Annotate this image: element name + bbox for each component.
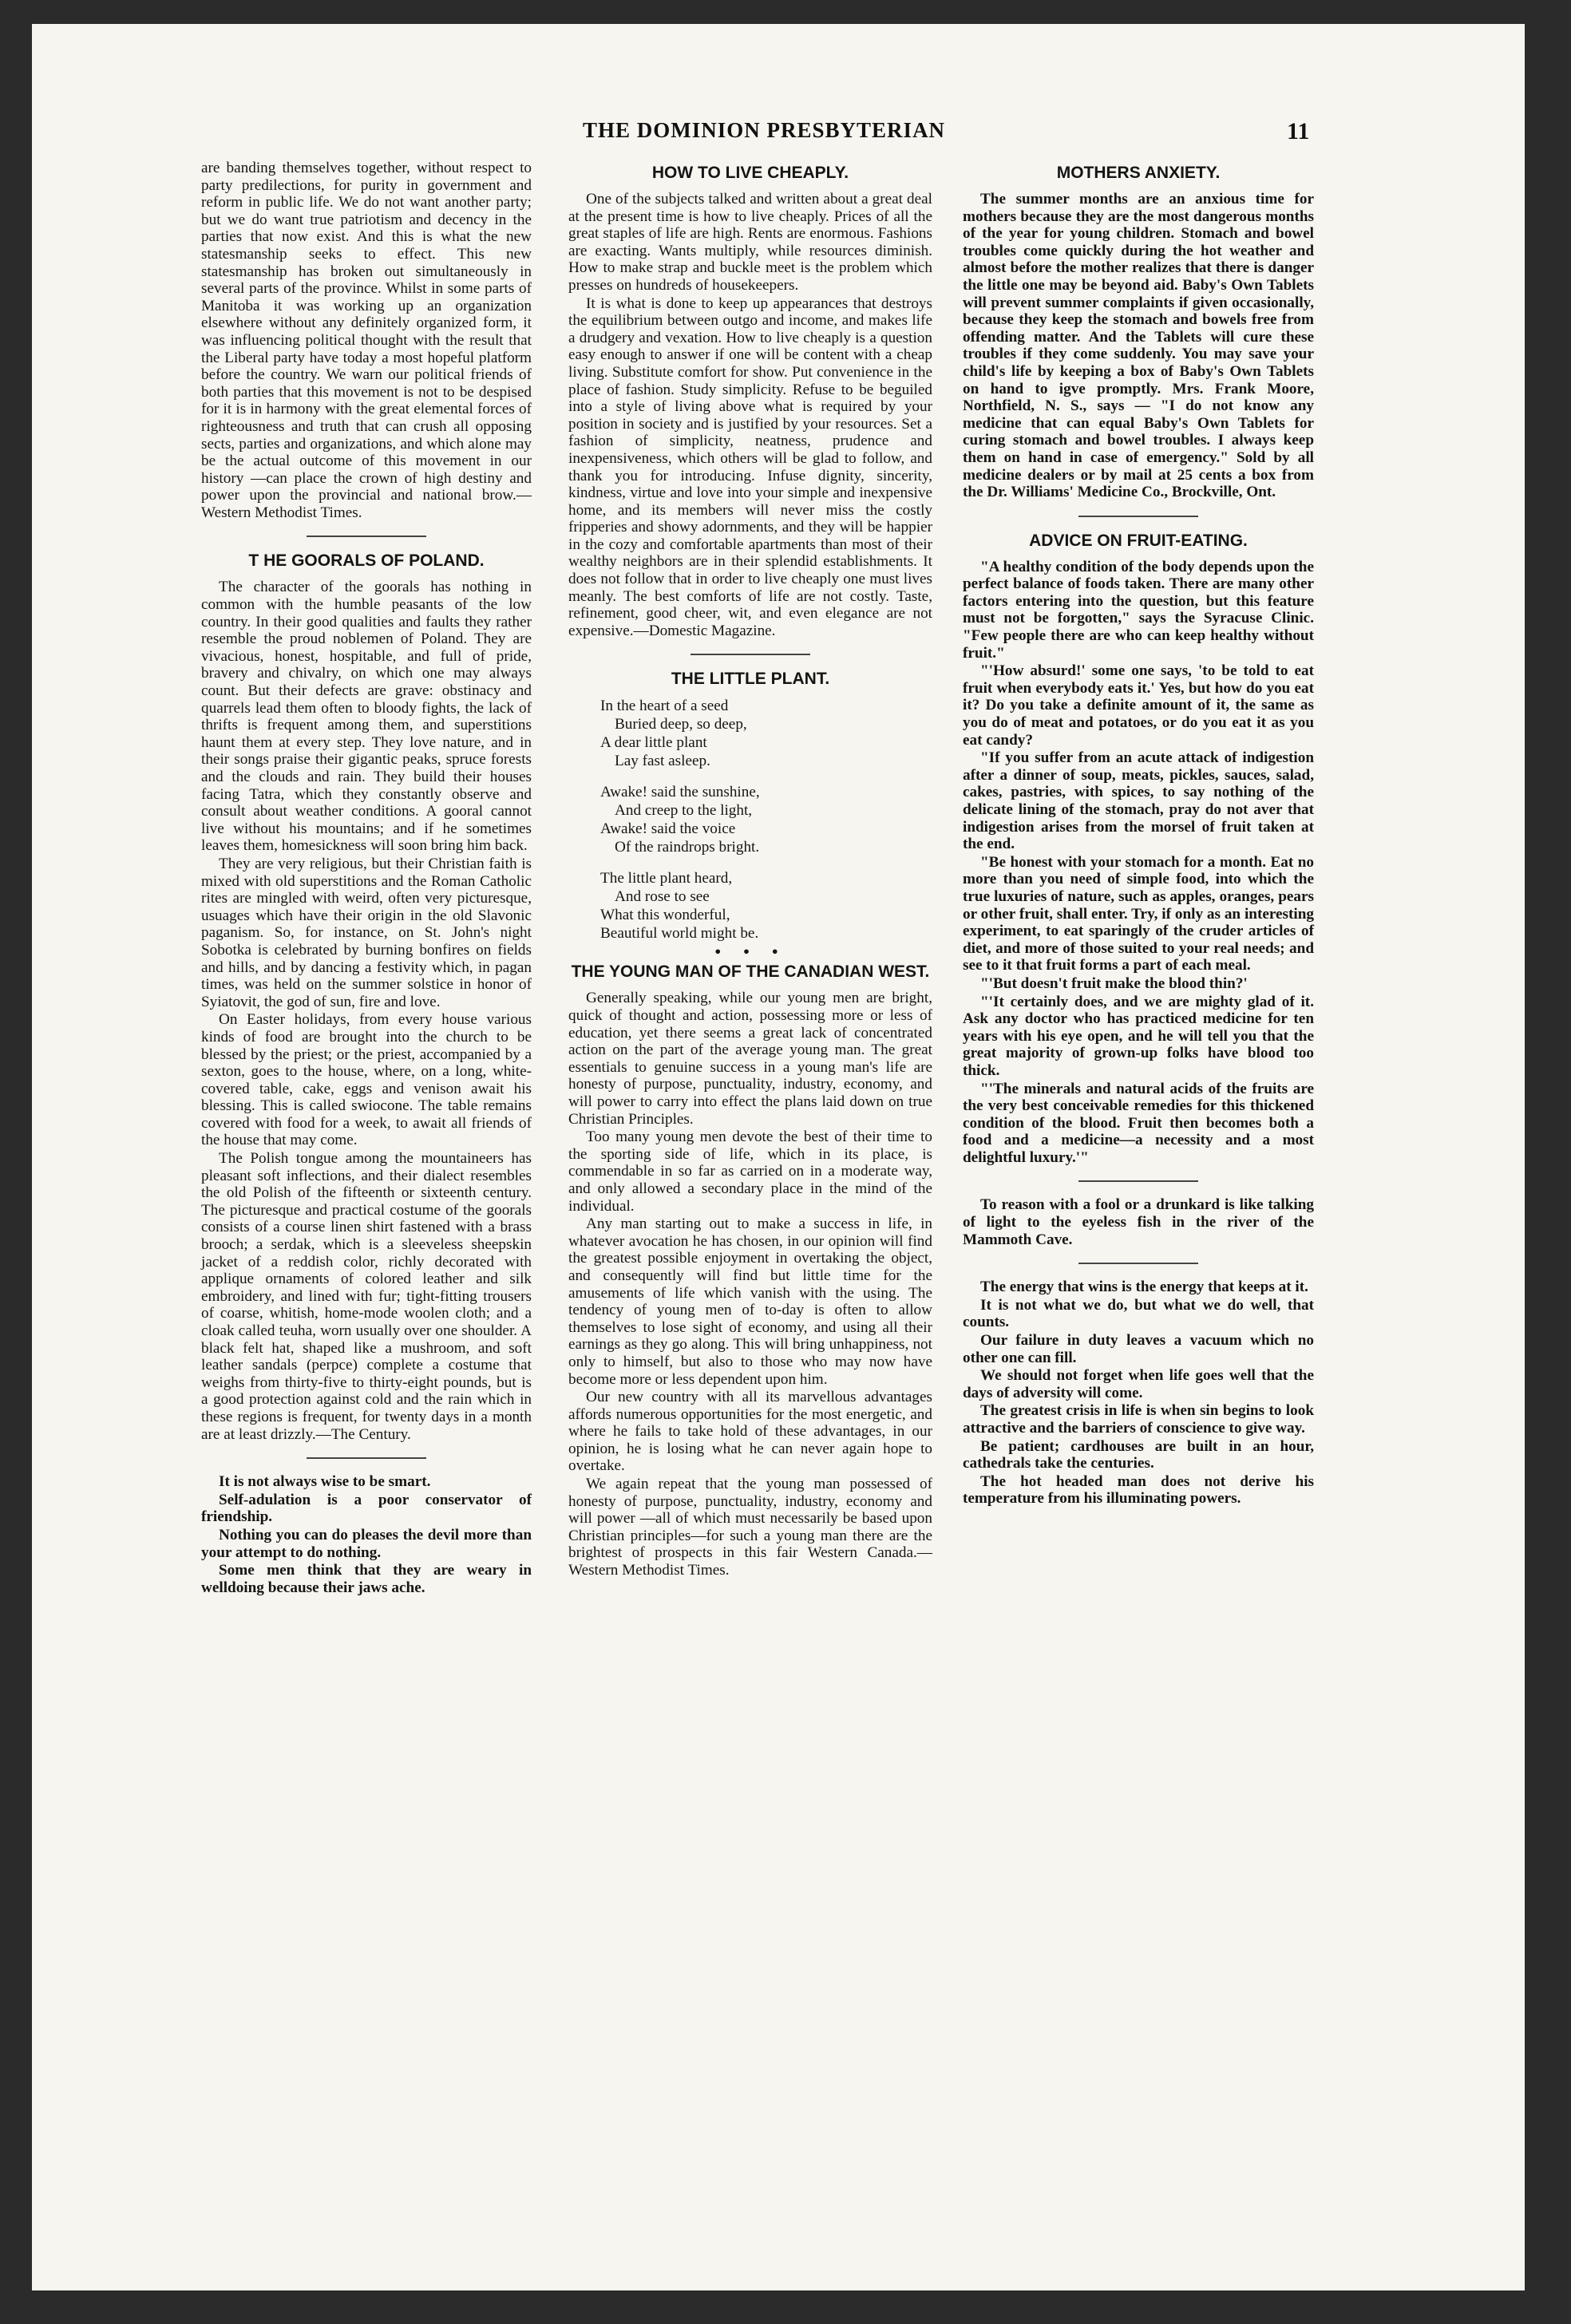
divider bbox=[1078, 1263, 1198, 1264]
paragraph: "A healthy condition of the body depends upon the perfect balance of foods taken. There are many other factors entering into the question, but this feature must not be forgotten," says the Syracuse Clinic. "Few people there are who can keep healthy without fruit." bbox=[963, 558, 1314, 662]
divider bbox=[1078, 1180, 1198, 1182]
maxim: The hot headed man does not derive his temperature from his illuminating powers. bbox=[963, 1472, 1314, 1508]
paragraph: It is what is done to keep up appearances that destroys the equilibrium between outgo and income, and makes life a drudgery and vexation. How to live cheaply is a question easy enough to answer if one will be content with a cheap living. Substitute comfort for show. Put convenience in the place of fashion. Study simplicity. Refuse to be beguiled into a style of living above what is required by your position in society and is justified by your resources. Set a fashion of simplicity, neatness, prudence and inexpensiveness, which others will be glad to follow, and thank you for introducing. Infuse dignity, sincerity, kindness, virtue and love into your simple and inexpensive home, and its members will never miss the costly fripperies and showy adornments, and they will be happier in the cozy and comfortable apartments than most of their wealthy neighbors are in their splendid establishments. It does not follow that in order to live cheaply one must lives meanly. The best comforts of life are not costly. Taste, refinement, good cheer, wit, and even elegance are not expensive.—Domestic Magazine. bbox=[568, 294, 932, 639]
paragraph: The character of the goorals has nothing in common with the humble peasants of the low country. In their good qualities and faults they rather resemble the proud noblemen of Poland. They are vivacious, honest, hospitable, and full of pride, bravery and chivalry, on which one may always count. But their defects are grave: obstinacy and quarrels lead them often to bloody fights, the lack of thrifts is frequent among them, and superstitions haunt them at every step. They love nature, and in their songs praise their gigantic peaks, spruce forests and the clouds and rain. They build their houses facing Tatra, which they constantly observe and consult about weather conditions. A gooral cannot live without his mountains; and if he sometimes leaves them, homesickness will soon bring him back. bbox=[201, 579, 532, 855]
poem-line: And rose to see bbox=[615, 888, 710, 906]
poem-line: The little plant heard, bbox=[600, 870, 733, 887]
divider bbox=[1078, 516, 1198, 517]
poem-stanza bbox=[600, 869, 932, 943]
poem-line: Awake! said the sunshine, bbox=[600, 784, 760, 801]
maxim: The energy that wins is the energy that keeps at it. bbox=[980, 1279, 1308, 1296]
article-title-mothers-anxiety: MOTHERS ANXIETY. bbox=[1056, 164, 1221, 182]
divider bbox=[691, 654, 810, 655]
column-3 bbox=[963, 164, 1314, 1508]
poem-line: And creep to the light, bbox=[615, 802, 753, 820]
paragraph: "'It certainly does, and we are mighty glad of it. Ask any doctor who has practiced medicine for ten years with his eye open, and he will tell you that the great majority of grown-up folks have blood too thick. bbox=[963, 993, 1314, 1079]
maxim: Nothing you can do pleases the devil more than your attempt to do nothing. bbox=[201, 1526, 532, 1561]
poem bbox=[600, 697, 932, 943]
maxim: It is not always wise to be smart. bbox=[219, 1473, 431, 1491]
article-title-goorals: T HE GOORALS OF POLAND. bbox=[248, 551, 485, 571]
poem-line: Buried deep, so deep, bbox=[615, 716, 747, 733]
paragraph: The summer months are an anxious time for mothers because they are the most dangerous months of the year for young children. Stomach and bowel troubles come quickly during the hot weather and almost before the mother realizes that there is danger the little one may be beyond aid. Baby's Own Tablets will prevent summer complaints if given occasionally, because they keep the stomach and bowels free from offending matter. And the Tablets will cure these troubles if they come suddenly. You may save your child's life by keeping a box of Baby's Own Tablets on hand to igve promptly. Mrs. Frank Moore, Northfield, N. S., says — "I do not know any medicine that can equal Baby's Own Tablets for curing stomach and bowel troubles. I always keep them on hand in case of emergency." Sold by all medicine dealers or by mail at 25 cents a box from the Dr. Williams' Medicine Co., Brockville, Ont. bbox=[963, 191, 1314, 501]
divider bbox=[307, 1457, 426, 1459]
poem-line: In the heart of a seed bbox=[600, 698, 729, 715]
poem-line: What this wonderful, bbox=[600, 907, 730, 924]
paragraph: Our new country with all its marvellous advantages affords numerous opportunities for the most energetic, and where he fails to take hold of these advantages, in our opinion, he is losing what he can never again hope to overtake. bbox=[568, 1389, 932, 1475]
poem-line: Of the raindrops bright. bbox=[615, 839, 760, 856]
poem-stanza bbox=[600, 697, 932, 770]
paragraph: Any man starting out to make a success in life, in whatever avocation he has chosen, in our opinion will find the greatest possible enjoyment in overtaking the object, and consequently will find but little time for the amusements of life which vanish with the using. The tendency of young men of to-day is often to allow themselves to lose sight of economy, and using all their earnings as they go along. This will bring unhappiness, not only to himself, but also to those who may now have become more or less dependent upon him. bbox=[568, 1215, 932, 1388]
page-number: 11 bbox=[1287, 118, 1310, 144]
masthead-title: THE DOMINION PRESBYTERIAN bbox=[583, 118, 946, 142]
paragraph: We again repeat that the young man possessed of honesty of purpose, punctuality, industry, economy and will power —all of which must necessarily be based upon Christian principles—for such a young man there are the brightest of prospects in this fair Western Canada.—Western Methodist Times. bbox=[568, 1476, 932, 1579]
poem-line: Awake! said the voice bbox=[600, 820, 736, 838]
article-intro-text: are banding themselves together, without respect to party predilections, for purity in government and reform in public life. We do not want another party; but we do want true patriotism and decency in the parties that now exist. And this is what the new statesmanship seeks to effect. This new statesmanship has broken out simultaneously in several parts of the province. Whilst in some parts of Manitoba it was working up an organization elsewhere without any definitely organized form, it was influencing political thought with the result that the Liberal party have today a most hopeful platform before the country. We warn our political friends of both parties that this movement is not to be despised for it is in harmony with the great elemental forces of righteousness and truth that can crush all opposing sects, parties and organizations, and which alone may be the actual outcome of this movement in our history —can place the crown of high destiny and power upon the provincial and national brow.—Western Methodist Times. bbox=[201, 160, 532, 521]
paragraph: "Be honest with your stomach for a month. Eat no more than you need of simple food, into which the true luxuries of nature, such as apples, oranges, pears or other fruit, shall enter. Try, if only as an interesting experiment, to eat sparingly of the cruder articles of diet, and more of those suited to your real needs; and see to it that fruit forms a part of each meal. bbox=[963, 853, 1314, 974]
paragraph: "If you suffer from an acute attack of indigestion after a dinner of soup, meats, pickles, sauces, salad, cakes, pastries, with spices, to say nothing of the delicate lining of the stomach, pray do not aver that indigestion arises from the morsel of fruit taken at the end. bbox=[963, 749, 1314, 853]
article-title-fruit-eating: ADVICE ON FRUIT-EATING. bbox=[1029, 531, 1248, 550]
maxim: Our failure in duty leaves a vacuum which no other one can fill. bbox=[963, 1332, 1314, 1366]
paragraph: Too many young men devote the best of their time to the sporting side of life, which in its place, is commendable in so far as carried on in a moderate way, and only allowed a secondary place in the mind of the individual. bbox=[568, 1128, 932, 1215]
paragraph: To reason with a fool or a drunkard is like talking of light to the eyeless fish in the river of the Mammoth Cave. bbox=[963, 1196, 1314, 1248]
maxim: We should not forget when life goes well that the days of adversity will come. bbox=[963, 1367, 1314, 1401]
article-title-young-man: THE YOUNG MAN OF THE CANADIAN WEST. bbox=[571, 962, 930, 982]
divider bbox=[307, 536, 426, 537]
maxim: The greatest crisis in life is when sin begins to look attractive and the barriers of conscience to give way. bbox=[963, 1402, 1314, 1437]
paragraph: Generally speaking, while our young men are bright, quick of thought and action, possessing more or less of education, yet there seems a great lack of concentrated action on the part of the average young man. The great essentials to genuine success in a young man's life are honesty of purpose, punctuality, industry, economy, and will power to carry into effect the plans laid down on true Christian Principles. bbox=[568, 990, 932, 1128]
maxim: It is not what we do, but what we do well, that counts. bbox=[963, 1296, 1314, 1331]
poem-line: A dear little plant bbox=[600, 734, 707, 752]
article-title-live-cheaply: HOW TO LIVE CHEAPLY. bbox=[651, 164, 849, 182]
poem-stanza bbox=[600, 783, 932, 856]
paragraph: One of the subjects talked and written about a great deal at the present time is how to live cheaply. Prices of all the great staples of life are high. Rents are enormous. Fashions are exacting. Wants multiply, while resources diminish. How to make strap and buckle meet is the problem which presses on hundreds of housekeepers. bbox=[568, 191, 932, 294]
poem-line: Lay fast asleep. bbox=[615, 753, 710, 770]
paragraph: The Polish tongue among the mountaineers has pleasant soft inflections, and their dialect resembles the old Polish of the fifteenth or sixteenth century. The picturesque and practical costume of the goorals consists of a course linen shirt fastened with a brass brooch; a serdak, which is a sleeveless sheepskin jacket of a reddish color, richly decorated with applique ornaments of colored leather and silk embroidery, and lined with fur; tight-fitting trousers of coarse, whitish, home-mode woolen cloth; and a cloak called teuha, worn usually over one shoulder. A black felt hat, shaped like a mushroom, and soft leather sandals (perpce) complete a costume that weighs from thirty-five to thirty-eight pounds, but is a good protection against cold and the rain which in these regions is frequent, for twenty days in a month are at least drizzly.—The Century. bbox=[201, 1150, 532, 1443]
column-2 bbox=[568, 164, 932, 1579]
maxim: Self-adulation is a poor conservator of friendship. bbox=[201, 1491, 532, 1526]
paragraph: "'But doesn't fruit make the blood thin?' bbox=[980, 974, 1248, 992]
section-dots: • • • bbox=[714, 944, 787, 960]
paragraph: "'The minerals and natural acids of the fruits are the very best conceivable remedies for this thickened condition of the blood. Fruit then becomes both a food and a medicine—a necessity and a most delightful luxury.'" bbox=[963, 1080, 1314, 1166]
poem-line: Beautiful world might be. bbox=[600, 925, 759, 943]
paragraph: On Easter holidays, from every house various kinds of food are brought into the church to be blessed by the priest; or the priest, accompanied by a sexton, goes to the house, where, on a long, white-covered table, cake, eggs and venison await his blessing. This is called swiocone. The table remains covered with food for a week, to await all friends of the house that may come. bbox=[201, 1011, 532, 1149]
poem-title-little-plant: THE LITTLE PLANT. bbox=[671, 670, 830, 689]
maxim: Some men think that they are weary in welldoing because their jaws ache. bbox=[201, 1562, 532, 1596]
paragraph: They are very religious, but their Christian faith is mixed with old superstitions and the Roman Catholic rites are mingled with weird, often very picturesque, usuages which have their origin in the old Slavonic paganism. So, for instance, on St. John's night Sobotka is celebrated by burning bonfires on fields and hills, and by dancing a festivity which, in pagan times, was held on the summer solstice in honor of Syiatovit, the god of sun, fire and love. bbox=[201, 855, 532, 1010]
column-1 bbox=[201, 160, 532, 1596]
paragraph: "'How absurd!' some one says, 'to be told to eat fruit when everybody eats it.' Yes, but how do you eat it? Do you take a definite amount of it, the same as you do of meat and potatoes, or do you eat it as you eat candy? bbox=[963, 662, 1314, 749]
maxim: Be patient; cardhouses are built in an hour, cathedrals take the centuries. bbox=[963, 1437, 1314, 1472]
